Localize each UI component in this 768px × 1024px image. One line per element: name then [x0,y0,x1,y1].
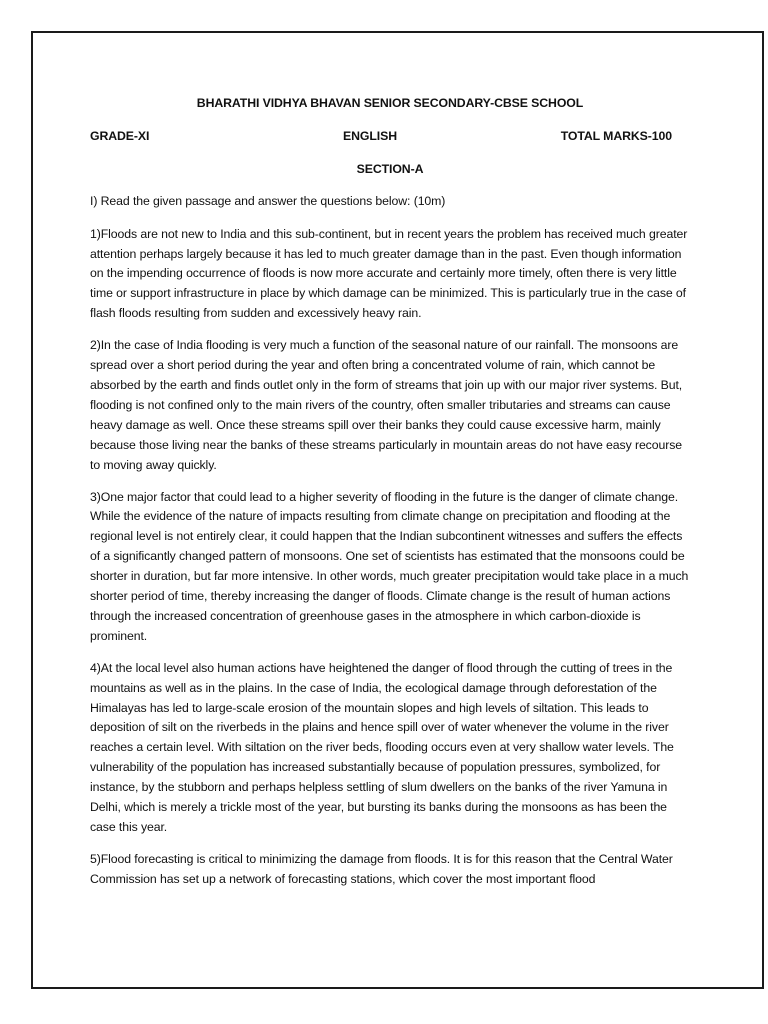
school-title: BHARATHI VIDHYA BHAVAN SENIOR SECONDARY-CBSE SCHOOL [196,96,584,110]
passage-paragraph-4: 4)At the local level also human actions have heightened the danger of flood through the cutting of trees in the mountains as well as in the plains. In the case of India, the ecological damage through deforestation of the Himalayas has led to large-scale erosion of the mountain slopes and high levels of siltation. This leads to deposition of silt on the riverbeds in the plains and hence spill over of water whenever the volume in the river reaches a certain level. With siltation on the river beds, flooding occurs even at very shallow water levels. The vulnerability of the population has increased substantially because of population pressures, symbolized, for instance, by the stubborn and perhaps helpless settling of slum dwellers on the banks of the river Yamuna in Delhi, which is merely a trickle most of the year, but bursting its banks during the monsoons as has been the case this year. [90,660,674,834]
passage-paragraph-5: 5)Flood forecasting is critical to minimizing the damage from floods. It is for this reason that the Central Water Commission has set up a network of forecasting stations, which cover the most important flood [90,851,673,886]
section-title: SECTION-A [356,161,424,176]
document-body [90,94,690,902]
passage-paragraph-3: 3)One major factor that could lead to a higher severity of flooding in the future is the danger of climate change. While the evidence of the nature of impacts resulting from climate change on precipitation and flooding at the regional level is not entirely clear, it could happen that the Indian subcontinent witnesses and suffers the effects of a significantly changed pattern of monsoons. One set of scientists has estimated that the monsoons could be shorter in duration, but far more intensive. In other words, much greater precipitation would take place in a much shorter period of time, thereby increasing the danger of floods. Climate change is the result of human actions through the increased concentration of greenhouse gases in the atmosphere in which carbon-dioxide is prominent. [90,489,689,643]
passage-paragraph-1: 1)Floods are not new to India and this sub-continent, but in recent years the problem has received much greater attention perhaps largely because it has led to much greater damage than in the past. Even though information on the impending occurrence of floods is now more accurate and certainly more timely, often there is very little time or support infrastructure in place by which damage can be minimized. This is particularly true in the case of flash floods resulting from sudden and excessively heavy rain. [90,226,688,321]
instruction: I) Read the given passage and answer the questions below: (10m) [90,193,446,208]
passage-paragraph-2: 2)In the case of India flooding is very much a function of the seasonal nature of our rainfall. The monsoons are spread over a short period during the year and often bring a concentrated volume of rain, which cannot be absorbed by the earth and finds outlet only in the form of streams that join up with our major river systems. But, flooding is not confined only to the main rivers of the country, often smaller tributaries and streams can cause heavy damage as well. Once these streams spill over their banks they could cause excessive harm, mainly because those living near the banks of these streams particularly in mountain areas do not have easy recourse to moving away quickly. [90,338,683,472]
grade-label: GRADE-XI [90,128,150,143]
subject-label: ENGLISH [343,128,398,143]
total-marks-label: TOTAL MARKS-100 [560,128,672,143]
exam-meta-row [90,127,690,147]
